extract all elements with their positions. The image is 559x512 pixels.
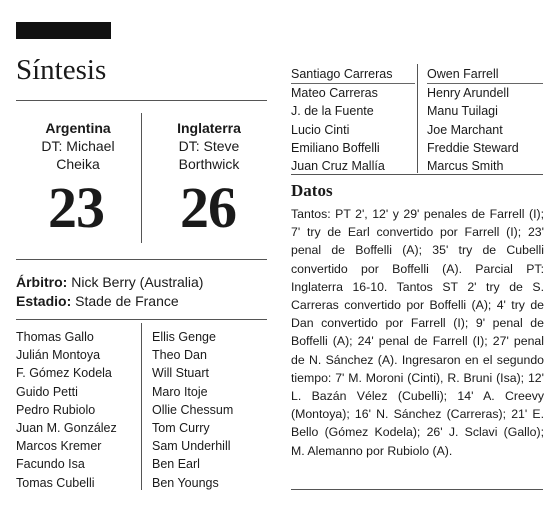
coach-line: Borthwick <box>178 156 240 172</box>
player-name: Mateo Carreras <box>291 86 378 101</box>
stadium-label: Estadio: <box>16 293 72 309</box>
player-name: Emiliano Boffelli <box>291 140 380 155</box>
player-name: Sam Underhill <box>152 439 231 454</box>
stadium-value: Stade de France <box>75 293 179 309</box>
player-name: Juan M. González <box>16 420 117 435</box>
player-name: Marcos Kremer <box>16 439 102 454</box>
player-name: Ben Youngs <box>152 475 219 490</box>
player-name: Freddie Steward <box>427 140 519 155</box>
coach-line: DT: Michael <box>41 138 115 154</box>
referee-value: Nick Berry (Australia) <box>71 274 204 290</box>
player-name: Facundo Isa <box>16 457 85 472</box>
coach-line: Cheika <box>56 156 100 172</box>
player-name: Julián Montoya <box>16 348 101 363</box>
divider <box>16 100 267 101</box>
argentina-backs <box>291 65 415 175</box>
player-name: Guido Petti <box>16 384 78 399</box>
argentina-players <box>16 328 117 492</box>
referee-line <box>16 273 203 291</box>
score-argentina: 23 <box>48 175 104 240</box>
divider <box>16 319 267 320</box>
datos-text: Tantos: PT 2', 12' y 29' penales de Farrell (I); 7' try de Earl convertido por Farrell (I); 23' penal de Boffelli (A); 35' try de Cubelli convertido por Boffelli (A). Parcial PT: Inglaterra 16-10. Tantos ST 2' try de S. Carreras convertido por Boffelli (A); 4' try de Dan convertido por Farrell (I); 9' penal de Boffelli (A); 24' penal de Farrell (I); 27' penal de N. Sánchez (A). Ingresaron en el segundo tiempo: 7' M. Moroni (Cinti), R. Bruni (Isa); 12' L. Bazán Vélez (Cubelli); 14' A. Creevy (Montoya); 16' N. Sánchez (Carreras); 21' E. Bello (Gómez Kodela); 26' J. Sclavi (Gallo); M. Alemanno por Rubiolo (A). <box>291 207 544 458</box>
score-inglaterra: 26 <box>180 175 236 240</box>
team-argentina <box>18 119 138 173</box>
player-name: Owen Farrell <box>427 65 543 84</box>
team-inglaterra <box>149 119 269 173</box>
player-name: Manu Tuilagi <box>427 104 498 119</box>
player-name: Santiago Carreras <box>291 65 415 84</box>
player-name: Tom Curry <box>152 420 210 435</box>
stadium-line <box>16 292 179 310</box>
player-name: Marcus Smith <box>427 158 504 173</box>
team-name: Argentina <box>45 120 111 136</box>
player-name: Joe Marchant <box>427 122 503 137</box>
player-name: Ben Earl <box>152 457 200 472</box>
inglaterra-players <box>152 328 233 492</box>
divider <box>16 259 267 260</box>
player-name: Pedro Rubiolo <box>16 402 96 417</box>
coach-line: DT: Steve <box>178 138 240 154</box>
player-name: Juan Cruz Mallía <box>291 158 385 173</box>
player-name: F. Gómez Kodela <box>16 366 112 381</box>
team-name: Inglaterra <box>177 120 241 136</box>
players-divider <box>141 323 142 490</box>
player-name: Thomas Gallo <box>16 330 94 344</box>
datos-heading: Datos <box>291 181 333 200</box>
player-name: Theo Dan <box>152 348 207 363</box>
player-name: J. de la Fuente <box>291 104 374 119</box>
backs-divider <box>417 64 418 173</box>
player-name: Ellis Genge <box>152 330 216 344</box>
player-name: Will Stuart <box>152 366 209 381</box>
divider <box>291 174 543 175</box>
divider <box>291 489 543 490</box>
page-title: Síntesis <box>16 54 107 86</box>
team-divider <box>141 113 142 243</box>
player-name: Ollie Chessum <box>152 402 234 417</box>
player-name: Lucio Cinti <box>291 122 350 137</box>
player-name: Tomas Cubelli <box>16 475 95 490</box>
referee-label: Árbitro: <box>16 274 68 290</box>
section-marker-bar <box>16 22 111 39</box>
player-name: Henry Arundell <box>427 86 509 101</box>
inglaterra-backs <box>427 65 543 175</box>
player-name: Maro Itoje <box>152 384 208 399</box>
